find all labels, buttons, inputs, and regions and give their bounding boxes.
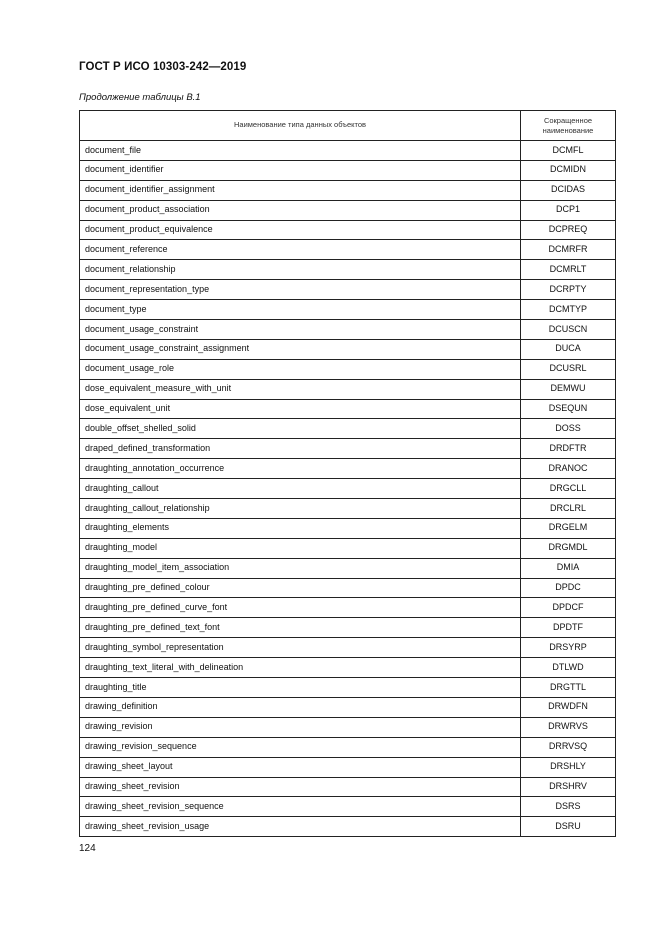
abbreviation-cell: DRGCLL <box>521 479 616 499</box>
abbreviation-cell: DSRS <box>521 797 616 817</box>
entity-name-cell: drawing_revision_sequence <box>80 737 521 757</box>
abbreviation-cell: DSRU <box>521 817 616 837</box>
entity-name-cell: drawing_sheet_layout <box>80 757 521 777</box>
table-row <box>80 678 616 698</box>
table-row <box>80 697 616 717</box>
table-row <box>80 320 616 340</box>
table-row <box>80 240 616 260</box>
table-row <box>80 717 616 737</box>
table-row <box>80 558 616 578</box>
abbreviation-cell: DRSHLY <box>521 757 616 777</box>
table-row <box>80 399 616 419</box>
abbreviation-cell: DPDTF <box>521 618 616 638</box>
entity-name-cell: drawing_definition <box>80 697 521 717</box>
entity-name-cell: drawing_sheet_revision <box>80 777 521 797</box>
table-row <box>80 339 616 359</box>
column-header-abbreviation-line1: Сокращенное <box>543 116 593 126</box>
abbreviation-cell: DPDCF <box>521 598 616 618</box>
abbreviation-cell: DRANOC <box>521 459 616 479</box>
abbreviation-cell: DCRPTY <box>521 280 616 300</box>
entity-abbreviation-table <box>79 110 616 837</box>
table-row <box>80 638 616 658</box>
abbreviation-cell: DUCA <box>521 339 616 359</box>
page-number: 124 <box>79 843 96 854</box>
entity-name-cell: dose_equivalent_unit <box>80 399 521 419</box>
abbreviation-cell: DRSYRP <box>521 638 616 658</box>
abbreviation-cell: DCMTYP <box>521 300 616 320</box>
table-row <box>80 439 616 459</box>
entity-name-cell: document_usage_constraint_assignment <box>80 339 521 359</box>
entity-name-cell: draughting_callout <box>80 479 521 499</box>
table-caption: Продолжение таблицы В.1 <box>79 92 201 103</box>
entity-name-cell: document_type <box>80 300 521 320</box>
entity-name-cell: document_identifier_assignment <box>80 180 521 200</box>
table-row <box>80 300 616 320</box>
column-header-abbreviation-line2: наименование <box>542 125 594 135</box>
entity-name-cell: document_product_equivalence <box>80 220 521 240</box>
abbreviation-cell: DCMRFR <box>521 240 616 260</box>
entity-name-cell: document_reference <box>80 240 521 260</box>
table-row <box>80 280 616 300</box>
entity-name-cell: document_product_association <box>80 200 521 220</box>
entity-name-cell: dose_equivalent_measure_with_unit <box>80 379 521 399</box>
table-row <box>80 578 616 598</box>
entity-name-cell: draughting_title <box>80 678 521 698</box>
table-body <box>80 141 616 837</box>
entity-name-cell: document_file <box>80 141 521 161</box>
table-row <box>80 817 616 837</box>
entity-name-cell: document_identifier <box>80 160 521 180</box>
abbreviation-cell: DCMIDN <box>521 160 616 180</box>
abbreviation-cell: DRWDFN <box>521 697 616 717</box>
entity-name-cell: document_usage_role <box>80 359 521 379</box>
entity-name-cell: draughting_model_item_association <box>80 558 521 578</box>
entity-name-cell: drawing_sheet_revision_sequence <box>80 797 521 817</box>
entity-name-cell: draughting_callout_relationship <box>80 499 521 519</box>
abbreviation-cell: DCMRLT <box>521 260 616 280</box>
entity-name-cell: draughting_pre_defined_text_font <box>80 618 521 638</box>
table-row <box>80 379 616 399</box>
table-row <box>80 459 616 479</box>
table-header-row <box>80 111 616 141</box>
table-row <box>80 618 616 638</box>
entity-name-cell: drawing_sheet_revision_usage <box>80 817 521 837</box>
table-row <box>80 499 616 519</box>
abbreviation-cell: DCP1 <box>521 200 616 220</box>
table-row <box>80 518 616 538</box>
abbreviation-cell: DRSHRV <box>521 777 616 797</box>
table-row <box>80 658 616 678</box>
table-row <box>80 538 616 558</box>
table-row <box>80 757 616 777</box>
abbreviation-cell: DTLWD <box>521 658 616 678</box>
abbreviation-cell: DCMFL <box>521 141 616 161</box>
entity-name-cell: draughting_elements <box>80 518 521 538</box>
abbreviation-cell: DCUSRL <box>521 359 616 379</box>
entity-name-cell: draped_defined_transformation <box>80 439 521 459</box>
abbreviation-cell: DRGELM <box>521 518 616 538</box>
table-row <box>80 359 616 379</box>
abbreviation-cell: DCPREQ <box>521 220 616 240</box>
column-header-name: Наименование типа данных объектов <box>80 111 521 141</box>
table-row <box>80 220 616 240</box>
entity-name-cell: draughting_pre_defined_colour <box>80 578 521 598</box>
abbreviation-cell: DSEQUN <box>521 399 616 419</box>
table-row <box>80 260 616 280</box>
abbreviation-cell: DPDC <box>521 578 616 598</box>
entity-name-cell: draughting_pre_defined_curve_font <box>80 598 521 618</box>
entity-name-cell: draughting_symbol_representation <box>80 638 521 658</box>
entity-name-cell: document_usage_constraint <box>80 320 521 340</box>
table-row <box>80 180 616 200</box>
table-row <box>80 141 616 161</box>
table-row <box>80 200 616 220</box>
abbreviation-cell: DRRVSQ <box>521 737 616 757</box>
abbreviation-cell: DMIA <box>521 558 616 578</box>
entity-name-cell: draughting_model <box>80 538 521 558</box>
table-row <box>80 598 616 618</box>
abbreviation-cell: DCIDAS <box>521 180 616 200</box>
table-row <box>80 160 616 180</box>
table-row <box>80 737 616 757</box>
entity-name-cell: draughting_text_literal_with_delineation <box>80 658 521 678</box>
abbreviation-cell: DRWRVS <box>521 717 616 737</box>
document-standard-title: ГОСТ Р ИСО 10303-242—2019 <box>79 61 247 73</box>
abbreviation-cell: DOSS <box>521 419 616 439</box>
abbreviation-cell: DRCLRL <box>521 499 616 519</box>
table-row <box>80 419 616 439</box>
abbreviation-cell: DRGTTL <box>521 678 616 698</box>
table-row <box>80 479 616 499</box>
entity-name-cell: draughting_annotation_occurrence <box>80 459 521 479</box>
abbreviation-cell: DCUSCN <box>521 320 616 340</box>
entity-name-cell: document_representation_type <box>80 280 521 300</box>
abbreviation-cell: DRGMDL <box>521 538 616 558</box>
entity-name-cell: drawing_revision <box>80 717 521 737</box>
table-row <box>80 777 616 797</box>
table-row <box>80 797 616 817</box>
abbreviation-cell: DRDFTR <box>521 439 616 459</box>
entity-name-cell: double_offset_shelled_solid <box>80 419 521 439</box>
column-header-abbreviation <box>521 111 616 141</box>
entity-name-cell: document_relationship <box>80 260 521 280</box>
abbreviation-cell: DEMWU <box>521 379 616 399</box>
